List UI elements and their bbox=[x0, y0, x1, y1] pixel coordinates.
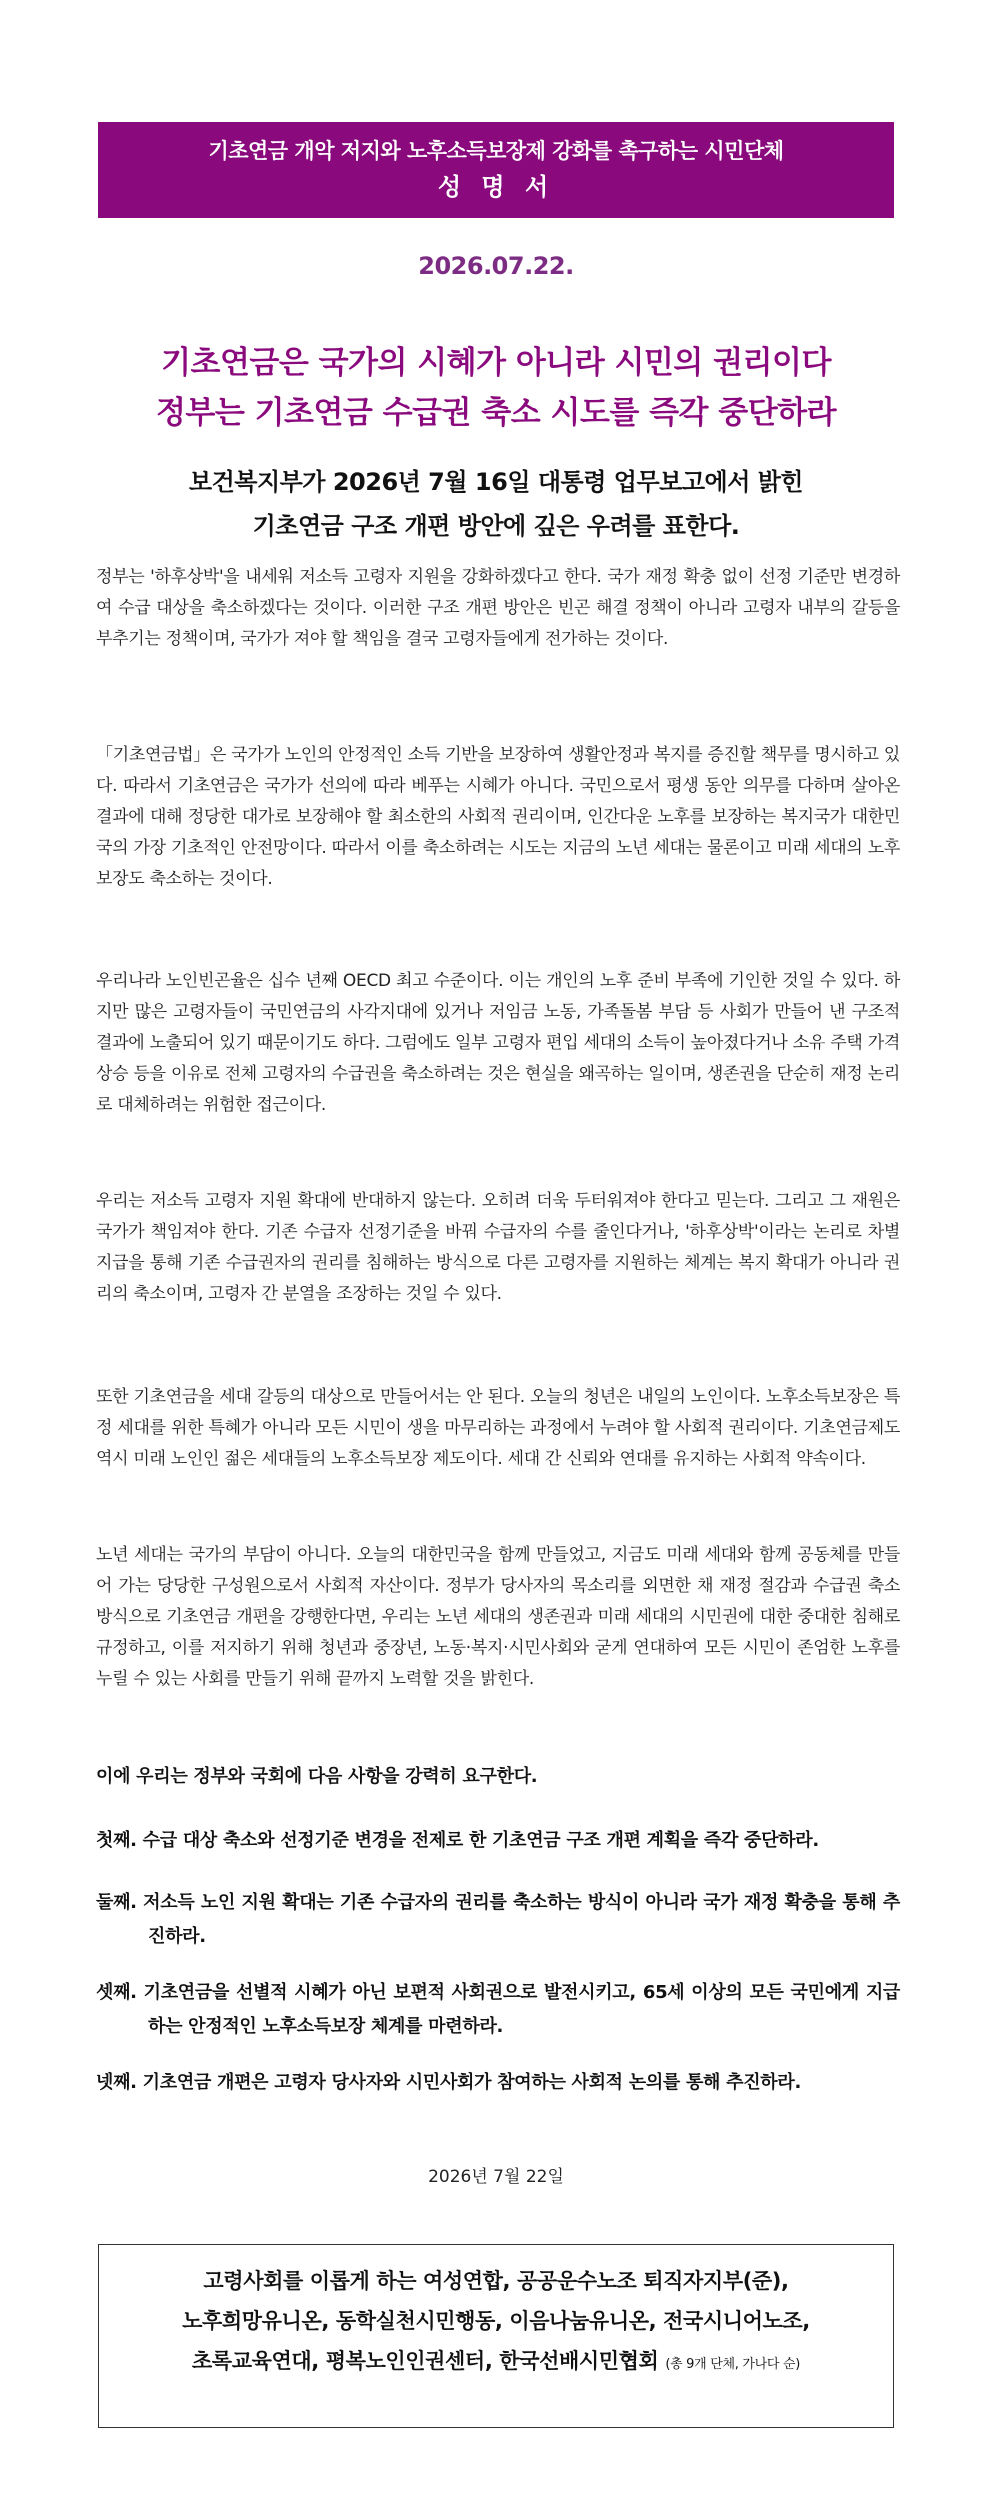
header-org: 기초연금 개악 저지와 노후소득보장제 강화를 촉구하는 시민단체 bbox=[208, 139, 784, 163]
subheadline-line-2: 기초연금 구조 개편 방안에 깊은 우려를 표한다. bbox=[252, 512, 740, 540]
demands-intro: 이에 우리는 정부와 국회에 다음 사항을 강력히 요구한다. bbox=[96, 1766, 538, 1787]
demand-item-3: 셋째. 기초연금을 선별적 시혜가 아닌 보편적 사회권으로 발전시키고, 65세 이상의 모든 국민에게 지급하는 안정적인 노후소득보장 체계를 마련하라. bbox=[96, 1982, 900, 2037]
signatories-line-3-text: 초록교육연대, 평복노인인권센터, 한국선배시민협회 bbox=[191, 2349, 659, 2373]
demand-item-2: 둘째. 저소득 노인 지원 확대는 기존 수급자의 권리를 축소하는 방식이 아니라 국가 재정 확충을 통해 추진하라. bbox=[96, 1892, 900, 1947]
signatories-line-2: 노후희망유니온, 동학실천시민행동, 이음나눔유니온, 전국시니어노조, bbox=[182, 2309, 810, 2333]
headline-line-1: 기초연금은 국가의 시혜가 아니라 시민의 권리이다 bbox=[161, 345, 831, 381]
subheadline bbox=[0, 460, 992, 548]
subheadline-line-1: 보건복지부가 2026년 7월 16일 대통령 업무보고에서 밝힌 bbox=[188, 468, 804, 496]
signatories-line-3 bbox=[99, 2341, 893, 2385]
statement-title: 성 명 서 bbox=[437, 173, 555, 201]
paragraph-1: 정부는 '하후상박'을 내세워 저소득 고령자 지원을 강화하겠다고 한다. 국가 재정 확충 없이 선정 기준만 변경하여 수급 대상을 축소하겠다는 것이다. 이러한 구조 개편 방안은 빈곤 해결 정책이 아니라 고령자 내부의 갈등을 부추기는 정책이며, 국가가 져야 할 책임을 결국 고령자들에게 전가하는 것이다. bbox=[96, 567, 900, 649]
demand-item-4: 넷째. 기초연금 개편은 고령자 당사자와 시민사회가 참여하는 사회적 논의를 통해 추진하라. bbox=[96, 2072, 801, 2093]
paragraph-6: 노년 세대는 국가의 부담이 아니다. 오늘의 대한민국을 함께 만들었고, 지금도 미래 세대와 함께 공동체를 만들어 가는 당당한 구성원으로서 사회적 자산이다. 정부가 당사자의 목소리를 외면한 채 재정 절감과 수급권 축소 방식으로 기초연금 개편을 강행한다면, 우리는 노년 세대의 생존권과 미래 세대의 시민권에 대한 중대한 침해로 규정하고, 이를 저지하기 위해 청년과 중장년, 노동·복지·시민사회와 굳게 연대하여 모든 시민이 존엄한 노후를 누릴 수 있는 사회를 만들기 위해 끝까지 노력할 것을 밝힌다. bbox=[96, 1545, 900, 1689]
demand-item-1: 첫째. 수급 대상 축소와 선정기준 변경을 전제로 한 기초연금 구조 개편 계획을 즉각 중단하라. bbox=[96, 1830, 819, 1851]
headline bbox=[0, 338, 992, 438]
signatories-line-1: 고령사회를 이롭게 하는 여성연합, 공공운수노조 퇴직자지부(준), bbox=[203, 2269, 789, 2293]
statement-date: 2026.07.22. bbox=[418, 252, 574, 280]
paragraph-2: 「기초연금법」은 국가가 노인의 안정적인 소득 기반을 보장하여 생활안정과 복지를 증진할 책무를 명시하고 있다. 따라서 기초연금은 국가가 선의에 따라 베푸는 시혜가 아니다. 국민으로서 평생 동안 의무를 다하며 살아온 결과에 대해 정당한 대가로 보장해야 할 최소한의 사회적 권리이며, 인간다운 노후를 보장하는 복지국가 대한민국의 가장 기초적인 안전망이다. 따라서 이를 축소하려는 시도는 지금의 노년 세대는 물론이고 미래 세대의 노후보장도 축소하는 것이다. bbox=[96, 745, 901, 889]
header-banner bbox=[98, 122, 894, 218]
paragraph-3: 우리나라 노인빈곤율은 십수 년째 OECD 최고 수준이다. 이는 개인의 노후 준비 부족에 기인한 것일 수 있다. 하지만 많은 고령자들이 국민연금의 사각지대에 있거나 저임금 노동, 가족돌봄 부담 등 사회가 만들어 낸 구조적 결과에 노출되어 있기 때문이기도 하다. 그럼에도 일부 고령자 편입 세대의 소득이 높아졌다거나 소유 주택 가격 상승 등을 이유로 전체 고령자의 수급권을 축소하려는 것은 현실을 왜곡하는 일이며, 생존권을 단순히 재정 논리로 대체하려는 위험한 접근이다. bbox=[96, 971, 900, 1115]
sign-date: 2026년 7월 22일 bbox=[428, 2167, 564, 2187]
paragraph-5: 또한 기초연금을 세대 갈등의 대상으로 만들어서는 안 된다. 오늘의 청년은 내일의 노인이다. 노후소득보장은 특정 세대를 위한 특혜가 아니라 모든 시민이 생을 마무리하는 과정에서 누려야 할 사회적 권리이다. 기초연금제도 역시 미래 노인인 젊은 세대들의 노후소득보장 제도이다. 세대 간 신뢰와 연대를 유지하는 사회적 약속이다. bbox=[96, 1387, 900, 1469]
signatories-note: (총 9개 단체, 가나다 순) bbox=[665, 2357, 801, 2372]
signatories-box bbox=[98, 2244, 894, 2428]
headline-line-2: 정부는 기초연금 수급권 축소 시도를 즉각 중단하라 bbox=[155, 395, 837, 431]
paragraph-4: 우리는 저소득 고령자 지원 확대에 반대하지 않는다. 오히려 더욱 두터워져야 한다고 믿는다. 그리고 그 재원은 국가가 책임져야 한다. 기존 수급자 선정기준을 바꿔 수급자의 수를 줄인다거나, '하후상박'이라는 논리로 차별 지급을 통해 기존 수급권자의 권리를 침해하는 방식으로 다른 고령자를 지원하는 체계는 복지 확대가 아니라 권리의 축소이며, 고령자 간 분열을 조장하는 것일 수 있다. bbox=[96, 1191, 900, 1304]
